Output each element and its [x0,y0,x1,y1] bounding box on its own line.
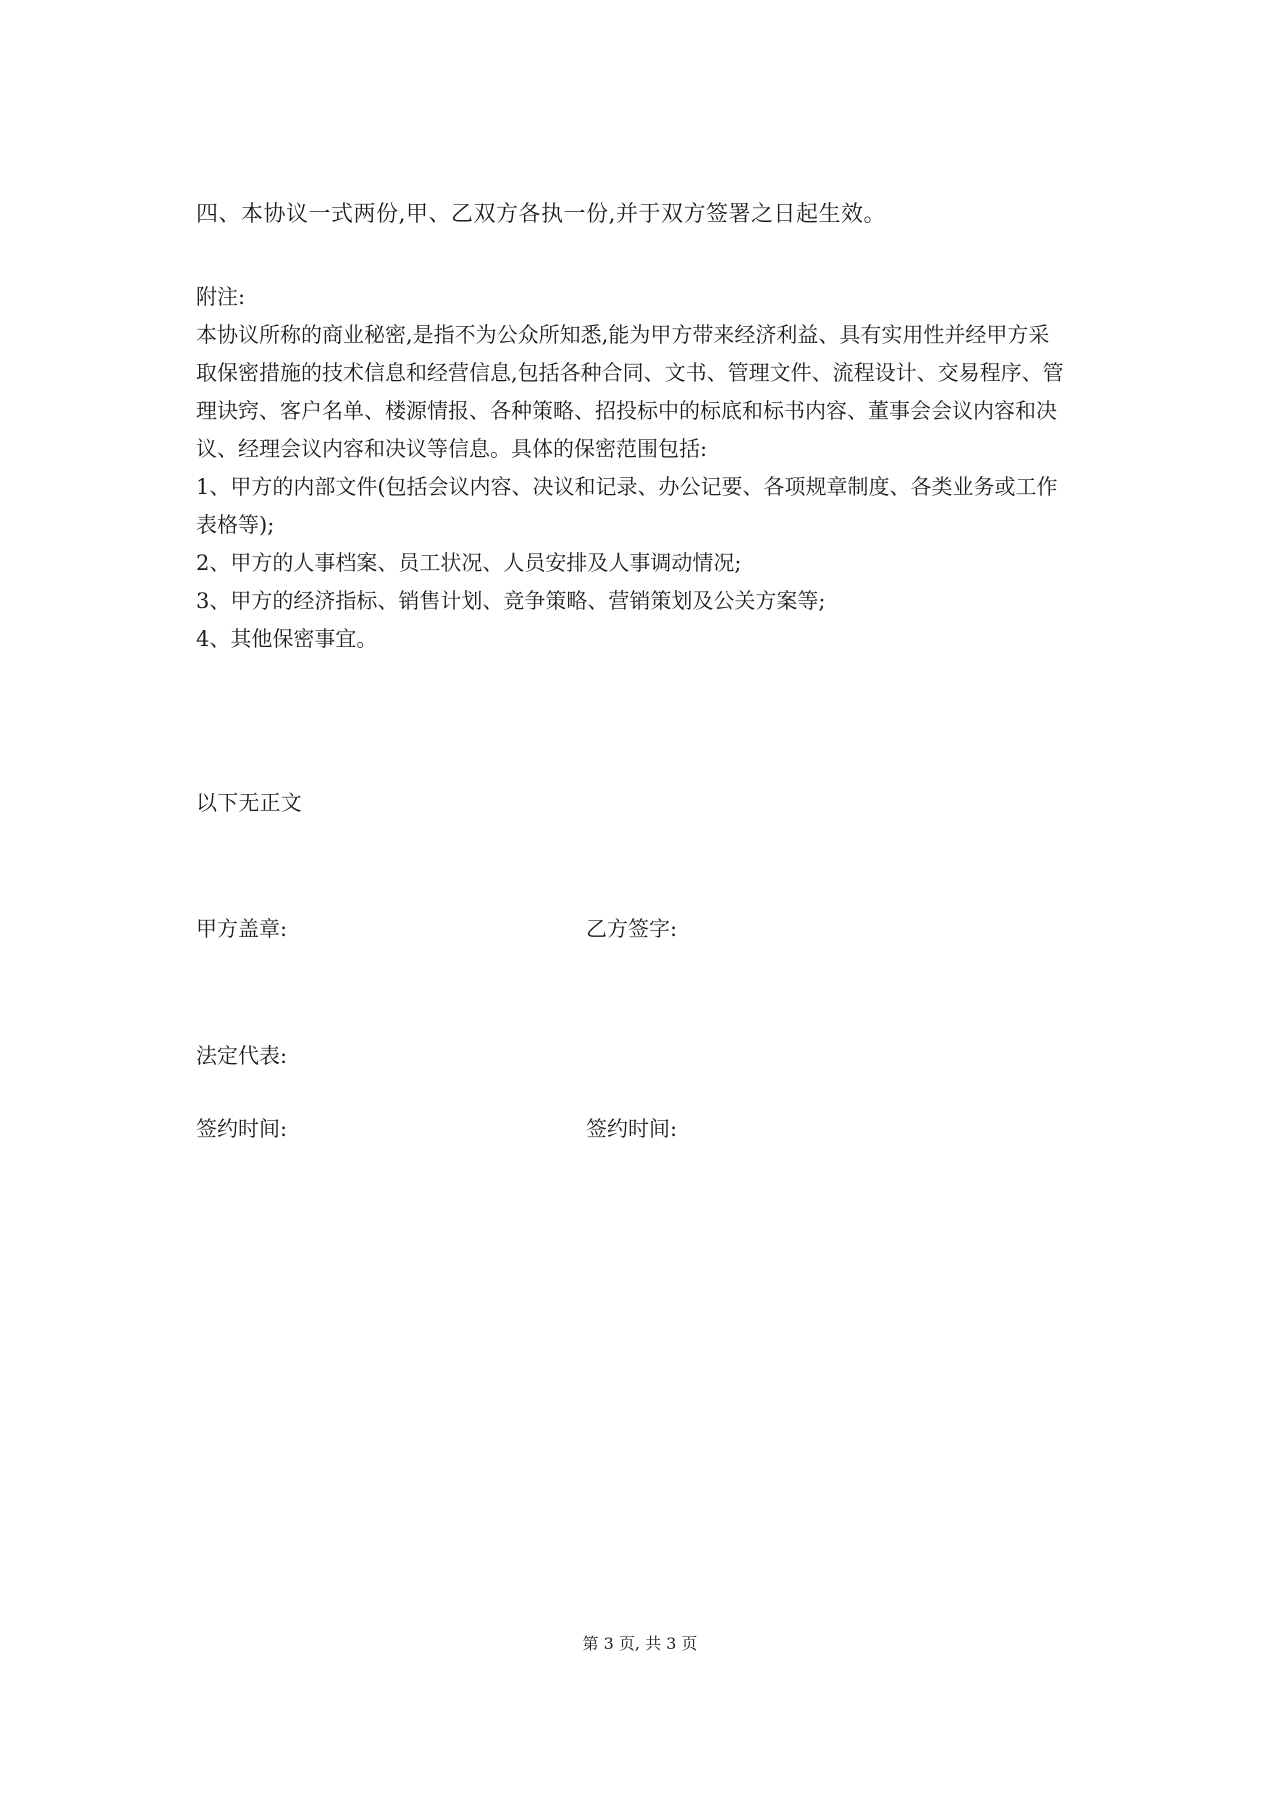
note-section [196,278,1096,658]
note-line: 3、甲方的经济指标、销售计划、竞争策略、营销策划及公关方案等; [196,589,826,613]
note-line: 取保密措施的技术信息和经营信息,包括各种合同、文书、管理文件、流程设计、交易程序、管 [196,361,1064,385]
note-line: 理诀窍、客户名单、楼源情报、各种策略、招投标中的标底和标书内容、董事会会议内容和决 [196,399,1057,423]
note-line: 4、其他保密事宜。 [196,627,378,651]
note-line: 2、甲方的人事档案、员工状况、人员安排及人事调动情况; [196,551,742,575]
party-a-date-label: 签约时间: [196,1117,288,1141]
party-b-date-label: 签约时间: [586,1117,678,1141]
page-number-footer: 第 3 页, 共 3 页 [582,1634,698,1653]
note-line: 1、甲方的内部文件(包括会议内容、决议和记录、办公记要、各项规章制度、各类业务或工作 [196,475,1058,499]
party-b-sign-label: 乙方签字: [586,917,678,941]
clause-four: 四、本协议一式两份,甲、乙双方各执一份,并于双方签署之日起生效。 [196,202,886,227]
note-line: 表格等); [196,513,275,537]
no-further-text: 以下无正文 [196,791,302,815]
note-line: 议、经理会议内容和决议等信息。具体的保密范围包括: [196,437,708,461]
note-heading: 附注: [196,285,246,309]
legal-representative-label: 法定代表: [196,1044,288,1068]
party-a-seal-label: 甲方盖章: [196,917,288,941]
note-line: 本协议所称的商业秘密,是指不为公众所知悉,能为甲方带来经济利益、具有实用性并经甲方采 [196,323,1050,347]
